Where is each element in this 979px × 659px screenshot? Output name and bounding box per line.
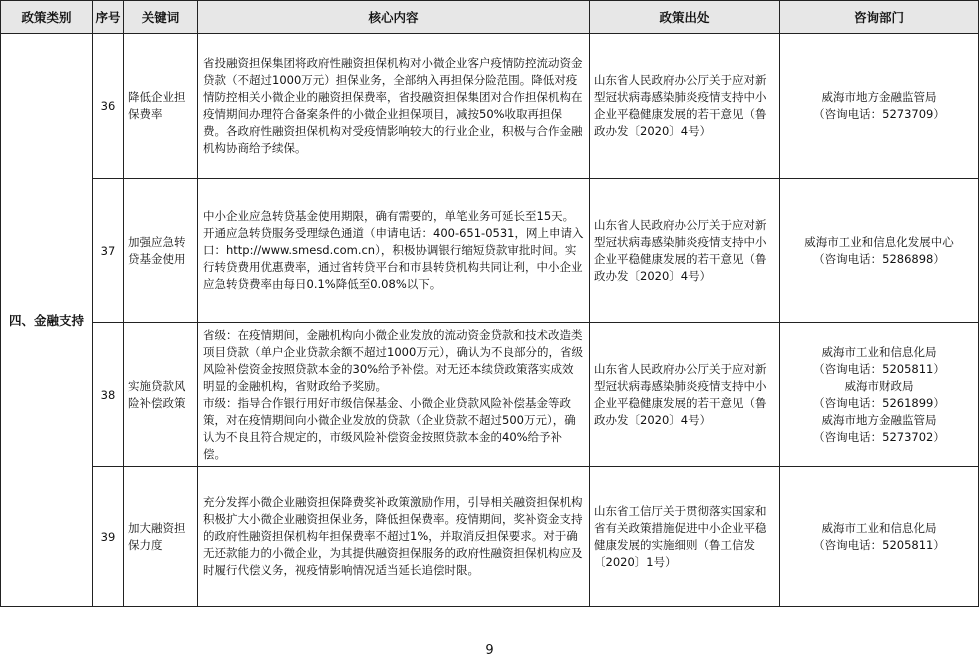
- row-keyword: 加强应急转贷基金使用: [124, 179, 198, 323]
- row-number: 38: [93, 323, 124, 467]
- row-core-content: 省投融资担保集团将政府性融资担保机构对小微企业客户疫情防控流动资金贷款（不超过1000万元）担保业务，全部纳入再担保分险范围。降低对疫情防控相关小微企业的融资担保费率，省投融资担保集团对合作担保机构在疫情期间办理符合备案条件的小微企业担保项目，减按50%收取再担保费。各政府性融资担保机构对受疫情影响较大的行业企业，积极与合作金融机构协商给予续保。: [198, 34, 590, 179]
- dept-name: 威海市工业和信息化局: [821, 520, 937, 535]
- dept-phone: （咨询电话：5273702）: [813, 429, 945, 444]
- header-core-content: 核心内容: [198, 1, 590, 34]
- dept-name: 威海市工业和信息化发展中心: [804, 234, 954, 249]
- page-number: 9: [485, 643, 494, 658]
- row-consult-dept: [780, 323, 979, 467]
- header-number: 序号: [93, 1, 124, 34]
- row-consult-dept: [780, 34, 979, 179]
- dept-phone: （咨询电话：5273709）: [813, 107, 945, 121]
- header-policy-source: 政策出处: [590, 1, 780, 34]
- dept-phone: （咨询电话：5261899）: [813, 395, 945, 410]
- table-row: [1, 34, 979, 179]
- row-core-content: 充分发挥小微企业融资担保降费奖补政策激励作用，引导相关融资担保机构积极扩大小微企业融资担保业务，降低担保费率。疫情期间，奖补资金支持的政府性融资担保机构年担保费率不超过1%，并取消反担保要求。对于确无还款能力的小微企业，为其提供融资担保服务的政府性融资担保机构应及时履行代偿义务，视疫情影响情况适当延长追偿时限。: [198, 467, 590, 607]
- header-keyword: 关键词: [124, 1, 198, 34]
- row-policy-source: 山东省工信厅关于贯彻落实国家和省有关政策措施促进中小企业平稳健康发展的实施细则（鲁工信发〔2020〕1号）: [590, 467, 780, 607]
- table-row: [1, 467, 979, 607]
- dept-name: 威海市财政局: [844, 378, 914, 393]
- dept-phone: （咨询电话：5286898）: [813, 251, 945, 266]
- category-cell: 四、金融支持: [1, 34, 93, 607]
- row-policy-source: 山东省人民政府办公厅关于应对新型冠状病毒感染肺炎疫情支持中小企业平稳健康发展的若干意见（鲁政办发〔2020〕4号）: [590, 34, 780, 179]
- dept-name: 威海市地方金融监管局: [821, 90, 937, 104]
- table-row: [1, 323, 979, 467]
- table-row: [1, 179, 979, 323]
- row-core-content: [198, 323, 590, 467]
- header-consult-dept: 咨询部门: [780, 1, 979, 34]
- dept-phone: （咨询电话：5205811）: [813, 361, 945, 376]
- row-consult-dept: [780, 467, 979, 607]
- row-keyword: 加大融资担保力度: [124, 467, 198, 607]
- core-provincial-level: 省级：在疫情期间，金融机构向小微企业发放的流动资金贷款和技术改造类项目贷款（单户企业贷款余额不超过1000万元），确认为不良部分的，省级风险补偿资金按照贷款本金的30%给予补偿。对无还本续贷政策落实成效明显的金融机构，省财政给予奖励。: [203, 327, 584, 393]
- row-keyword: 降低企业担保费率: [124, 34, 198, 179]
- core-city-level: 市级：指导合作银行用好市级信保基金、小微企业贷款风险补偿基金等政策，对在疫情期间向小微企业发放的贷款（企业贷款不超过500万元），确认为不良且符合规定的，市级风险补偿资金按照贷款本金的40%给予补偿。: [203, 395, 576, 461]
- row-core-content: 中小企业应急转贷基金使用期限，确有需要的，单笔业务可延长至15天。开通应急转贷服务受理绿色通道（申请电话：400-651-0531，网上申请入口：http://www.smesd.com.cn），积极协调银行缩短贷款审批时间。实行转贷费用优惠费率，通过省转贷平台和市县转贷机构共同让利，中小企业应急转贷费率由每日0.1%降低至0.08%以下。: [198, 179, 590, 323]
- row-policy-source: 山东省人民政府办公厅关于应对新型冠状病毒感染肺炎疫情支持中小企业平稳健康发展的若干意见（鲁政办发〔2020〕4号）: [590, 179, 780, 323]
- header-row: [1, 1, 979, 34]
- row-policy-source: 山东省人民政府办公厅关于应对新型冠状病毒感染肺炎疫情支持中小企业平稳健康发展的若干意见（鲁政办发〔2020〕4号）: [590, 323, 780, 467]
- row-number: 36: [93, 34, 124, 179]
- row-number: 39: [93, 467, 124, 607]
- row-keyword: 实施贷款风险补偿政策: [124, 323, 198, 467]
- dept-name: 威海市工业和信息化局: [821, 344, 937, 359]
- dept-name: 威海市地方金融监管局: [821, 412, 937, 427]
- dept-phone: （咨询电话：5205811）: [813, 537, 945, 552]
- header-category: 政策类别: [1, 1, 93, 34]
- row-consult-dept: [780, 179, 979, 323]
- row-number: 37: [93, 179, 124, 323]
